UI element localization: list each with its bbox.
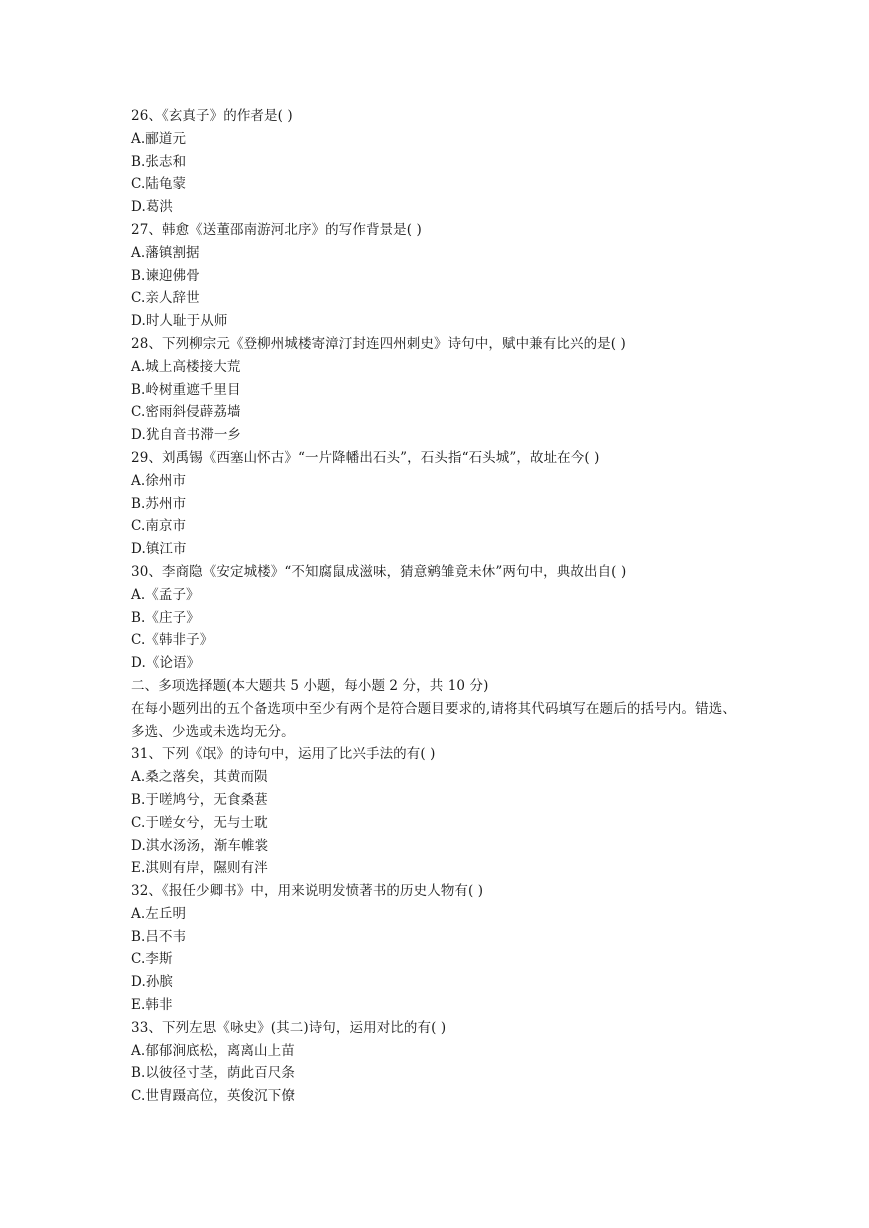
section-heading: 二、多项选择题(本大题共 5 小题，每小题 2 分，共 10 分) <box>131 677 489 694</box>
q27-option-d: D.时人耻于从师 <box>131 313 228 330</box>
q32-option-c: C.李斯 <box>131 951 173 968</box>
q33-option-a: A.郁郁涧底松，离离山上苗 <box>131 1042 295 1059</box>
q26-stem: 26、《玄真子》的作者是( ) <box>131 108 293 124</box>
q26-option-b: B.张志和 <box>131 153 187 170</box>
q33-option-c: C.世胄蹑高位，英俊沉下僚 <box>131 1088 295 1105</box>
q31-option-c: C.于嗟女兮，无与士耽 <box>131 814 268 831</box>
q33-option-b: B.以彼径寸茎，荫此百尺条 <box>131 1065 296 1082</box>
q28-option-d: D.犹自音书滞一乡 <box>131 427 242 444</box>
q27-option-a: A.藩镇割据 <box>131 244 200 261</box>
q28-stem: 28、下列柳宗元《登柳州城楼寄漳汀封连四州刺史》诗句中，赋中兼有比兴的是( ) <box>131 335 626 352</box>
q31-option-a: A.桑之落矣，其黄而陨 <box>131 769 268 786</box>
q30-option-b: B.《庄子》 <box>131 609 200 626</box>
q29-option-c: C.南京市 <box>131 518 187 535</box>
q31-option-d: D.淇水汤汤，渐车帷裳 <box>131 837 269 854</box>
section-instruction: 在每小题列出的五个备选项中至少有两个是符合题目要求的,请将其代码填写在题后的括号内。错选、多选、少选或未选均无分。 <box>131 700 737 740</box>
q27-stem: 27、韩愈《送董邵南游河北序》的写作背景是( ) <box>131 221 422 238</box>
q28-option-c: C.密雨斜侵薜荔墙 <box>131 404 241 421</box>
q29-option-b: B.苏州市 <box>131 495 187 512</box>
q31-stem: 31、下列《氓》的诗句中，运用了比兴手法的有( ) <box>131 746 436 763</box>
q32-option-d: D.孙膑 <box>131 974 174 991</box>
q33-stem: 33、下列左思《咏史》(其二)诗句，运用对比的有( ) <box>131 1019 447 1036</box>
q30-option-c: C.《韩非子》 <box>131 632 214 649</box>
document-page <box>131 105 751 1108</box>
q29-option-a: A.徐州市 <box>131 472 187 489</box>
q30-option-d: D.《论语》 <box>131 655 201 672</box>
q32-stem: 32、《报任少卿书》中，用来说明发愤著书的历史人物有( ) <box>131 883 484 900</box>
q28-option-a: A.城上高楼接大荒 <box>131 358 241 375</box>
q28-option-b: B.岭树重遮千里目 <box>131 381 241 398</box>
q27-option-c: C.亲人辞世 <box>131 290 200 307</box>
q26-option-d: D.葛洪 <box>131 199 174 216</box>
q30-option-a: A.《孟子》 <box>131 586 200 603</box>
q27-option-b: B.谏迎佛骨 <box>131 267 200 284</box>
q32-option-a: A.左丘明 <box>131 905 187 922</box>
q30-stem: 30、李商隐《安定城楼》“不知腐鼠成滋味，猜意鹓雏竟未休”两句中，典故出自( ) <box>131 563 627 580</box>
q29-stem: 29、刘禹锡《西塞山怀古》“一片降幡出石头”，石头指“石头城”，故址在今( ) <box>131 449 600 466</box>
q32-option-b: B.吕不韦 <box>131 928 187 945</box>
q29-option-d: D.镇江市 <box>131 541 187 558</box>
q31-option-b: B.于嗟鸠兮，无食桑葚 <box>131 791 268 808</box>
q31-option-e: E.淇则有岸，隰则有泮 <box>131 860 268 877</box>
q26-option-c: C.陆龟蒙 <box>131 176 187 193</box>
q32-option-e: E.韩非 <box>131 997 173 1014</box>
q26-option-a: A.郦道元 <box>131 130 187 147</box>
